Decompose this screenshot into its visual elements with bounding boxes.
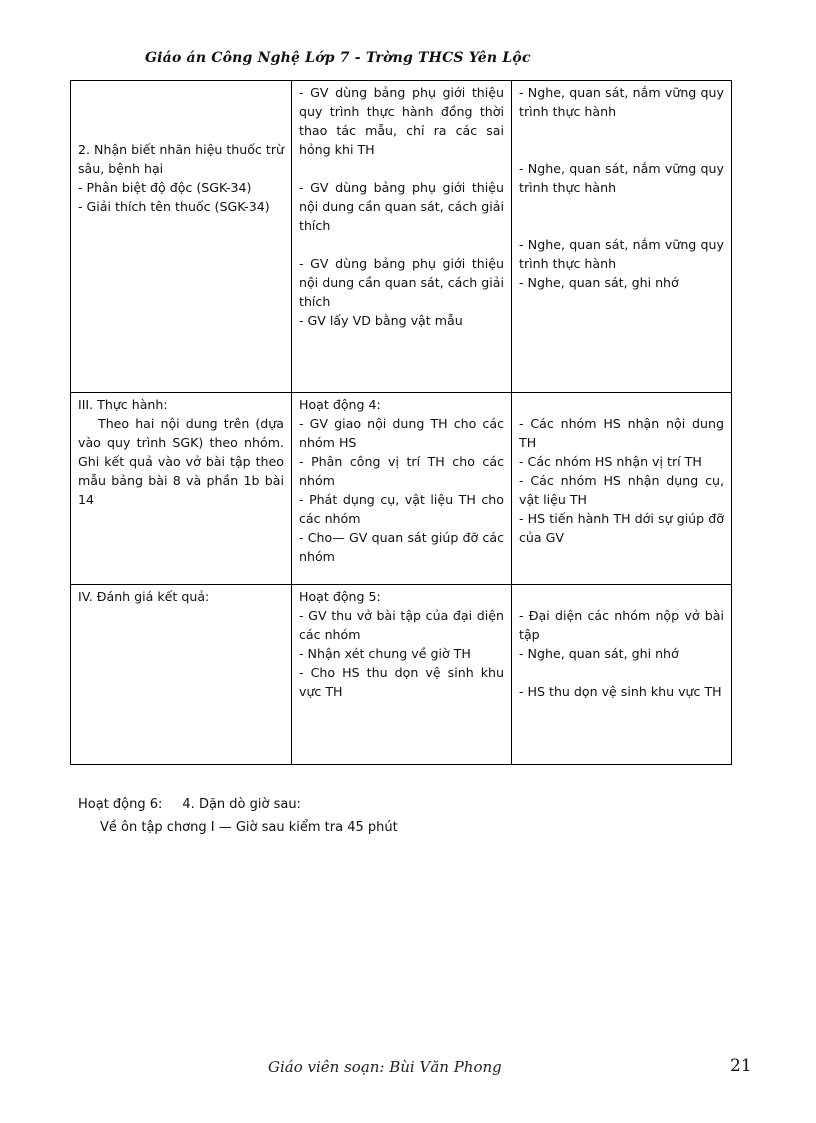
homework-line [78,793,398,816]
section-heading: IV. Đánh giá kết quả: [78,589,210,604]
student-activity-line: - Đại diện các nhóm nộp vở bài tập [519,608,724,642]
content-line: 2. Nhận biết nhãn hiệu thuốc trừ sâu, bệnh hại [78,142,284,176]
activity-label: Hoạt động 6: [78,797,163,812]
teacher-activity-line [299,159,504,178]
teacher-activity-line: - GV lấy VD bằng vật mẫu [299,313,463,328]
content-line [78,83,284,102]
student-activity-line: - Nghe, quan sát, ghi nhớ [519,275,679,290]
student-activity-line: - Các nhóm HS nhận vị trí TH [519,454,702,469]
teacher-activity-line: - GV dùng bảng phụ giới thiệu nội dung cần quan sát, cách giải thích [299,180,504,233]
content-line: - Phân biệt độ độc (SGK-34) [78,180,252,195]
student-activity-line [519,587,724,606]
student-activity-line [519,216,724,235]
teacher-activity-line: - Cho HS thu dọn vệ sinh khu vực TH [299,665,504,699]
homework-heading: 4. Dặn dò giờ sau: [182,797,301,812]
teacher-activity-line [299,235,504,254]
student-activity-line [519,197,724,216]
teacher-activity-cell [292,393,512,585]
content-cell [71,393,292,585]
table-row [71,81,732,393]
homework-instruction: Về ôn tập chơng I — Giờ sau kiểm tra 45 phút [100,820,398,835]
content-line [78,102,284,121]
content-line: Theo hai nội dung trên (dựa vào quy trình SGK) theo nhóm. Ghi kết quả vào vở bài tập theo mẫu bảng bài 8 và phần 1b bài 14 [78,416,284,507]
homework-section [78,793,398,839]
student-activity-line: - Nghe, quan sát, nắm vững quy trình thực hành [519,161,724,195]
teacher-activity-cell [292,585,512,765]
student-activity-line: - Các nhóm HS nhận nội dung TH [519,416,724,450]
student-activity-cell [512,585,732,765]
student-activity-line [519,663,724,682]
teacher-activity-line: - Phân công vị trí TH cho các nhóm [299,454,504,488]
student-activity-line: - Nghe, quan sát, nắm vững quy trình thực hành [519,237,724,271]
author-footer: Giáo viên soạn: Bùi Văn Phong [268,1058,502,1076]
content-line: - Giải thích tên thuốc (SGK-34) [78,199,270,214]
student-activity-line [519,121,724,140]
page-header: Giáo án Công Nghệ Lớp 7 - Trờng THCS Yên Lộc [145,50,531,66]
student-activity-line: - HS tiến hành TH dới sự giúp đỡ của GV [519,511,724,545]
activity-heading: Hoạt động 5: [299,589,381,604]
student-activity-line: - Các nhóm HS nhận dụng cụ, vật liệu TH [519,473,724,507]
section-heading: III. Thực hành: [78,397,168,412]
student-activity-line [519,140,724,159]
teacher-activity-line: - Cho— GV quan sát giúp đỡ các nhóm [299,530,504,564]
content-cell [71,585,292,765]
activity-heading: Hoạt động 4: [299,397,381,412]
teacher-activity-line: - GV dùng bảng phụ giới thiệu nội dung cần quan sát, cách giải thích [299,256,504,309]
student-activity-cell [512,393,732,585]
content-cell [71,81,292,393]
page-number: 21 [730,1056,752,1076]
teacher-activity-line: - Nhận xét chung về giờ TH [299,646,471,661]
teacher-activity-line: - GV thu vở bài tập của đại diện các nhóm [299,608,504,642]
student-activity-line: - HS thu dọn vệ sinh khu vực TH [519,684,722,699]
student-activity-line: - Nghe, quan sát, ghi nhớ [519,646,679,661]
teacher-activity-line: - Phát dụng cụ, vật liệu TH cho các nhóm [299,492,504,526]
lesson-plan-table [70,80,732,765]
teacher-activity-cell [292,81,512,393]
student-activity-line: - Nghe, quan sát, nắm vững quy trình thực hành [519,85,724,119]
teacher-activity-line: - GV dùng bảng phụ giới thiệu quy trình thực hành đồng thời thao tác mẫu, chỉ ra các sai hỏng khi TH [299,85,504,157]
student-activity-cell [512,81,732,393]
content-line [78,121,284,140]
table-row [71,393,732,585]
table-row [71,585,732,765]
teacher-activity-line: - GV giao nội dung TH cho các nhóm HS [299,416,504,450]
student-activity-line [519,395,724,414]
